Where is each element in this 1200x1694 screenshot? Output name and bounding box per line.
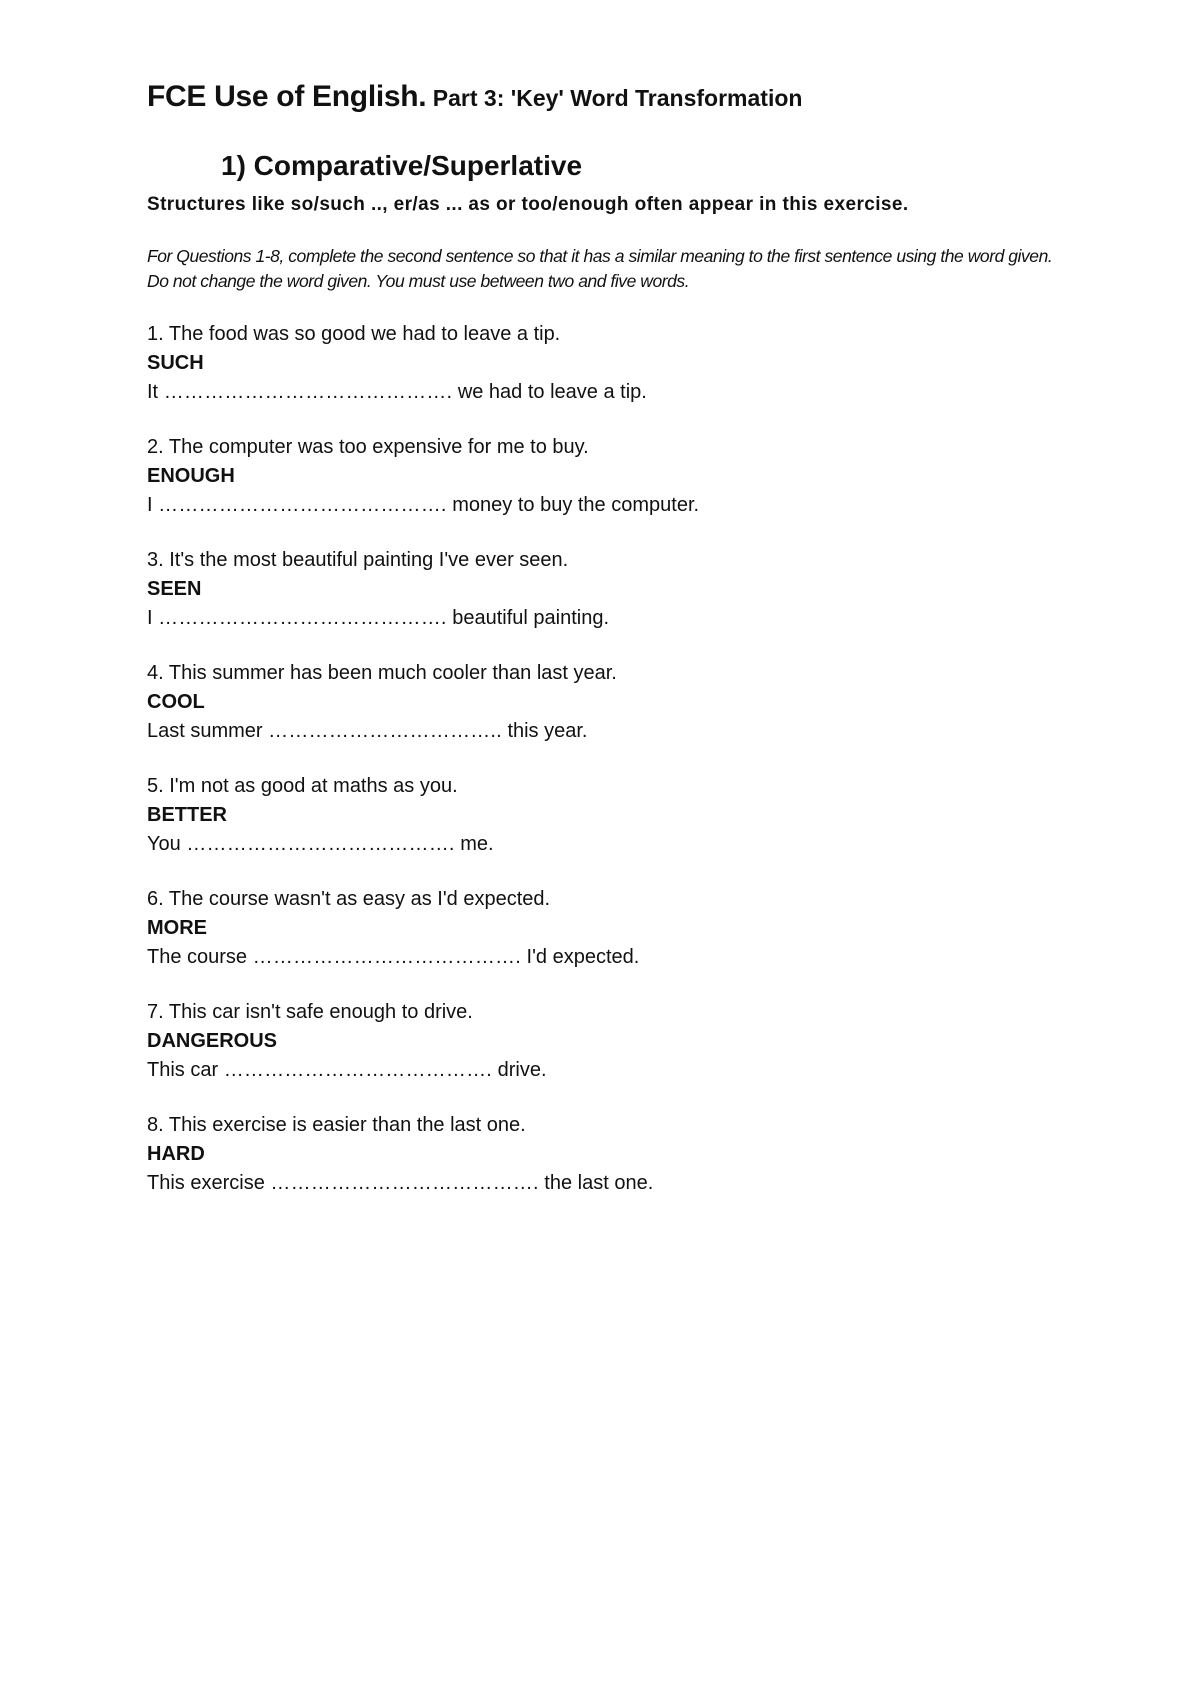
- answer-suffix: beautiful painting.: [452, 607, 610, 629]
- question-sentence: 7. This car isn't safe enough to drive.: [147, 1001, 473, 1023]
- answer-prefix: The course: [147, 946, 248, 968]
- answer-prefix: It: [147, 381, 159, 403]
- question-1: [147, 320, 1077, 407]
- answer-suffix: the last one.: [544, 1172, 654, 1194]
- question-keyword: DANGEROUS: [147, 1030, 278, 1052]
- answer-prefix: Last summer: [147, 720, 263, 742]
- question-answer-line: [147, 1169, 1077, 1198]
- question-keyword: SEEN: [147, 578, 202, 600]
- answer-suffix: I'd expected.: [526, 946, 640, 968]
- title-subtitle: Part 3: 'Key' Word Transformation: [432, 85, 803, 111]
- question-5: [147, 772, 1077, 859]
- question-sentence: 5. I'm not as good at maths as you.: [147, 775, 458, 797]
- question-sentence: 8. This exercise is easier than the last one.: [147, 1114, 526, 1136]
- question-6: [147, 885, 1077, 972]
- section-heading: 1) Comparative/Superlative: [221, 150, 583, 181]
- question-keyword: HARD: [147, 1143, 205, 1165]
- instructions: For Questions 1-8, complete the second sentence so that it has a similar meaning to the first sentence using the word given. Do not change the word given. You must use between two and five words.: [147, 246, 1053, 291]
- answer-prefix: I: [147, 607, 153, 629]
- question-keyword: MORE: [147, 917, 207, 939]
- answer-gap[interactable]: …………………………………….: [163, 381, 453, 403]
- answer-gap[interactable]: …………………………………….: [158, 607, 447, 629]
- question-answer-line: [147, 491, 1077, 520]
- answer-prefix: I: [147, 494, 153, 516]
- question-3: [147, 546, 1077, 633]
- question-sentence: 6. The course wasn't as easy as I'd expected.: [147, 888, 551, 910]
- question-keyword: BETTER: [147, 804, 227, 826]
- question-sentence: 2. The computer was too expensive for me to buy.: [147, 436, 589, 458]
- answer-suffix: money to buy the computer.: [452, 494, 700, 516]
- question-7: [147, 998, 1077, 1085]
- question-sentence: 3. It's the most beautiful painting I've ever seen.: [147, 549, 569, 571]
- question-answer-line: [147, 604, 1077, 633]
- answer-gap[interactable]: ………………………………….: [186, 833, 455, 855]
- document-title: [147, 82, 1077, 112]
- question-answer-line: [147, 717, 1077, 746]
- question-4: [147, 659, 1077, 746]
- answer-gap[interactable]: ………………………………….: [223, 1059, 493, 1081]
- question-sentence: 4. This summer has been much cooler than last year.: [147, 662, 617, 684]
- question-answer-line: [147, 1056, 1077, 1085]
- structures-note: Structures like so/such .., er/as ... as or too/enough often appear in this exercise.: [147, 194, 909, 215]
- answer-prefix: This exercise: [147, 1172, 265, 1194]
- answer-suffix: me.: [460, 833, 494, 855]
- question-answer-line: [147, 943, 1077, 972]
- question-keyword: SUCH: [147, 352, 204, 374]
- question-answer-line: [147, 378, 1077, 407]
- answer-gap[interactable]: ………………………………….: [270, 1172, 539, 1194]
- title-main: FCE Use of English.: [147, 80, 427, 113]
- answer-prefix: You: [147, 833, 181, 855]
- answer-gap[interactable]: …………………………………….: [158, 494, 447, 516]
- question-8: [147, 1111, 1077, 1198]
- question-keyword: ENOUGH: [147, 465, 235, 487]
- answer-gap[interactable]: ……………………………..: [268, 720, 502, 742]
- answer-suffix: we had to leave a tip.: [457, 381, 647, 403]
- question-keyword: COOL: [147, 691, 205, 713]
- answer-gap[interactable]: ………………………………….: [252, 946, 521, 968]
- question-2: [147, 433, 1077, 520]
- answer-suffix: this year.: [507, 720, 588, 742]
- document-page: [147, 82, 1077, 1198]
- answer-prefix: This car: [147, 1059, 219, 1081]
- question-sentence: 1. The food was so good we had to leave a tip.: [147, 323, 561, 345]
- answer-suffix: drive.: [497, 1059, 547, 1081]
- question-answer-line: [147, 830, 1077, 859]
